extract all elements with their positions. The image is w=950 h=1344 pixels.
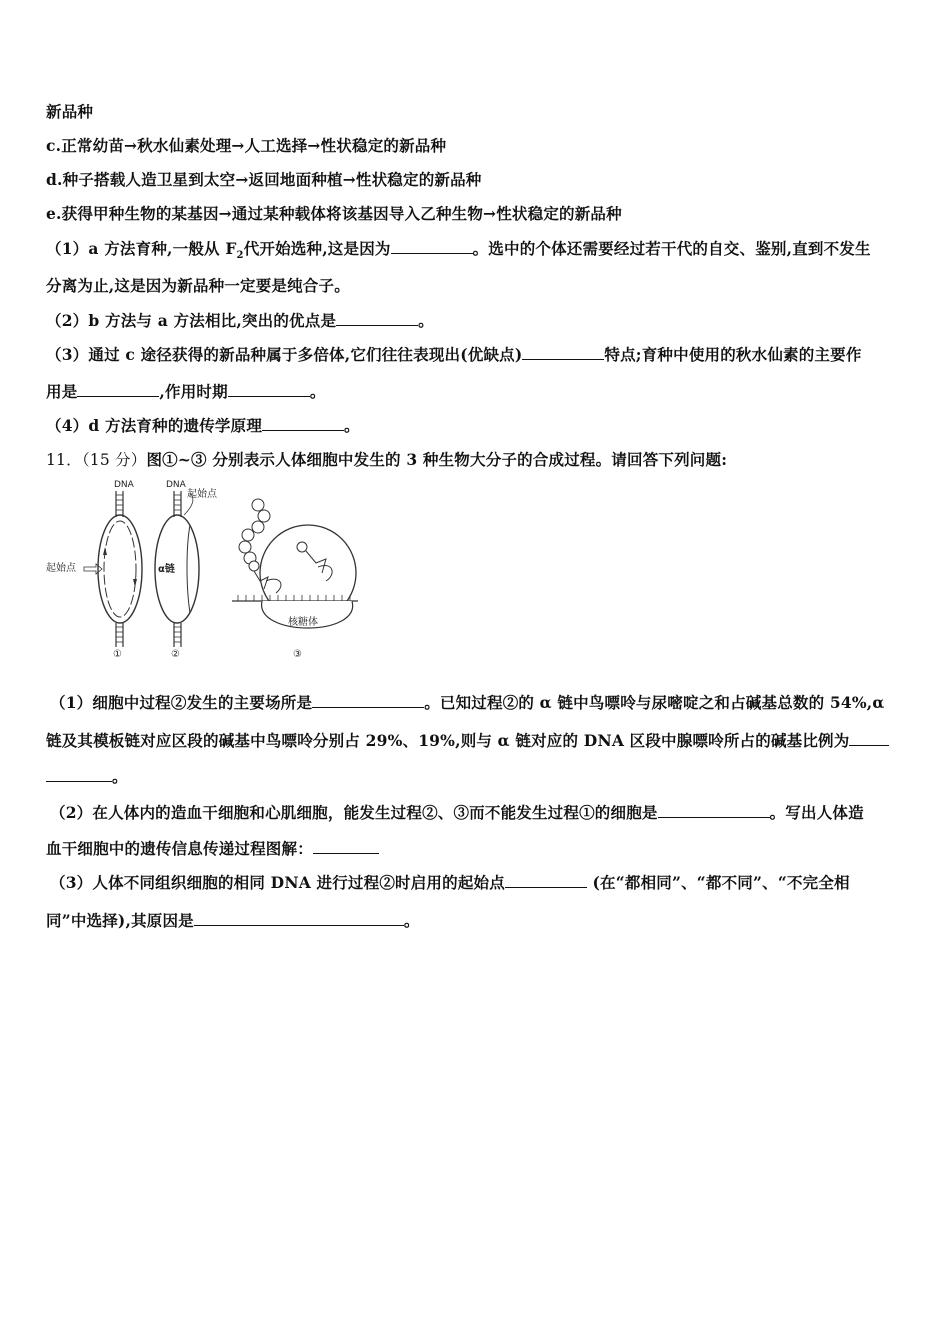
option-c xyxy=(46,136,910,156)
figure-number-1: ① xyxy=(113,649,122,660)
q11-part1-line3: 。 xyxy=(46,766,910,787)
figure-number-2: ② xyxy=(171,649,180,660)
figure-number-3: ③ xyxy=(293,649,302,660)
q11-part1-line2: 链及其模板链对应区段的碱基中鸟嘌呤分别占 29%、19%,则与 α 链对应的 DNA 区段中腺嘌呤所占的碱基比例为 xyxy=(46,730,910,751)
dna-label: DNA xyxy=(166,480,186,490)
option-e-text: e.获得甲种生物的某基因→通过某种载体将该基因导入乙种生物→性状稳定的新品种 xyxy=(46,204,622,223)
option-c-text: c.正常幼苗→秋水仙素处理→人工选择→性状稳定的新品种 xyxy=(46,136,447,155)
ribosome-label: 核糖体 xyxy=(288,617,318,628)
question-score: （15 分） xyxy=(81,451,147,469)
answer-blank[interactable] xyxy=(313,838,379,854)
option-d xyxy=(46,170,910,190)
answer-blank[interactable] xyxy=(262,415,344,431)
question-number: 11． xyxy=(46,451,82,469)
answer-blank[interactable] xyxy=(336,310,418,326)
question-stem: 图①~③ 分别表示人体细胞中发生的 3 种生物大分子的合成过程。请回答下列问题: xyxy=(146,450,728,469)
origin-label: 起始点 xyxy=(46,563,76,574)
answer-blank[interactable] xyxy=(391,238,473,254)
answer-blank[interactable] xyxy=(522,344,604,360)
translation-diagram xyxy=(232,499,358,660)
continued-text: 新品种 xyxy=(46,102,94,121)
transcription-diagram xyxy=(155,480,218,660)
answer-blank[interactable] xyxy=(228,381,310,397)
replication-diagram xyxy=(46,480,142,660)
q11-part2-line1: （2）在人体内的造血干细胞和心肌细胞，能发生过程②、③而不能发生过程①的细胞是 。写出人体造 xyxy=(50,803,864,822)
text-line xyxy=(46,102,910,122)
q10-part3-line2: 用是 ,作用时期 。 xyxy=(46,382,326,401)
q11-part2-line2: 血干细胞中的遗传信息传递过程图解： xyxy=(46,838,910,859)
q11-stem xyxy=(46,450,910,470)
q11-part3-line1: （3）人体不同组织细胞的相同 DNA 进行过程②时启用的起始点 (在“都相同”、“都不同”、“不完全相 xyxy=(50,873,850,892)
dna-label: DNA xyxy=(114,480,134,490)
q11-part3-line2: 同”中选择),其原因是 。 xyxy=(46,911,420,930)
answer-blank[interactable] xyxy=(77,381,159,397)
alpha-chain-label: α链 xyxy=(158,564,175,575)
answer-blank[interactable] xyxy=(312,692,424,708)
q10-part1-line2: 分离为止,这是因为新品种一定要是纯合子。 xyxy=(46,276,350,295)
biosynthesis-figure xyxy=(40,477,370,662)
answer-blank[interactable] xyxy=(194,910,404,926)
answer-blank[interactable] xyxy=(505,872,587,888)
option-d-text: d.种子搭载人造卫星到太空→返回地面种植→性状稳定的新品种 xyxy=(46,170,482,189)
answer-blank[interactable] xyxy=(849,730,889,746)
q10-part1-line1: （1）a 方法育种,一般从 $F_2$代开始选种,这是因为 。选中的个体还需要经过若干代的自交、鉴别,直到不发生 xyxy=(46,239,871,262)
origin-label: 起始点 xyxy=(187,489,217,500)
answer-blank[interactable] xyxy=(46,766,112,782)
answer-blank[interactable] xyxy=(658,802,770,818)
q10-part3-line1: （3）通过 c 途径获得的新品种属于多倍体,它们往往表现出(优缺点) 特点;育种中使用的秋水仙素的主要作 xyxy=(46,345,862,364)
option-e xyxy=(46,204,910,224)
q10-part4: （4）d 方法育种的遗传学原理 。 xyxy=(46,416,360,435)
q11-part1-line1: （1）细胞中过程②发生的主要场所是 。已知过程②的 α 链中鸟嘌呤与尿嘧啶之和占碱基总数的 54%,α xyxy=(50,693,885,712)
q10-part2: （2）b 方法与 a 方法相比,突出的优点是 。 xyxy=(46,311,434,330)
